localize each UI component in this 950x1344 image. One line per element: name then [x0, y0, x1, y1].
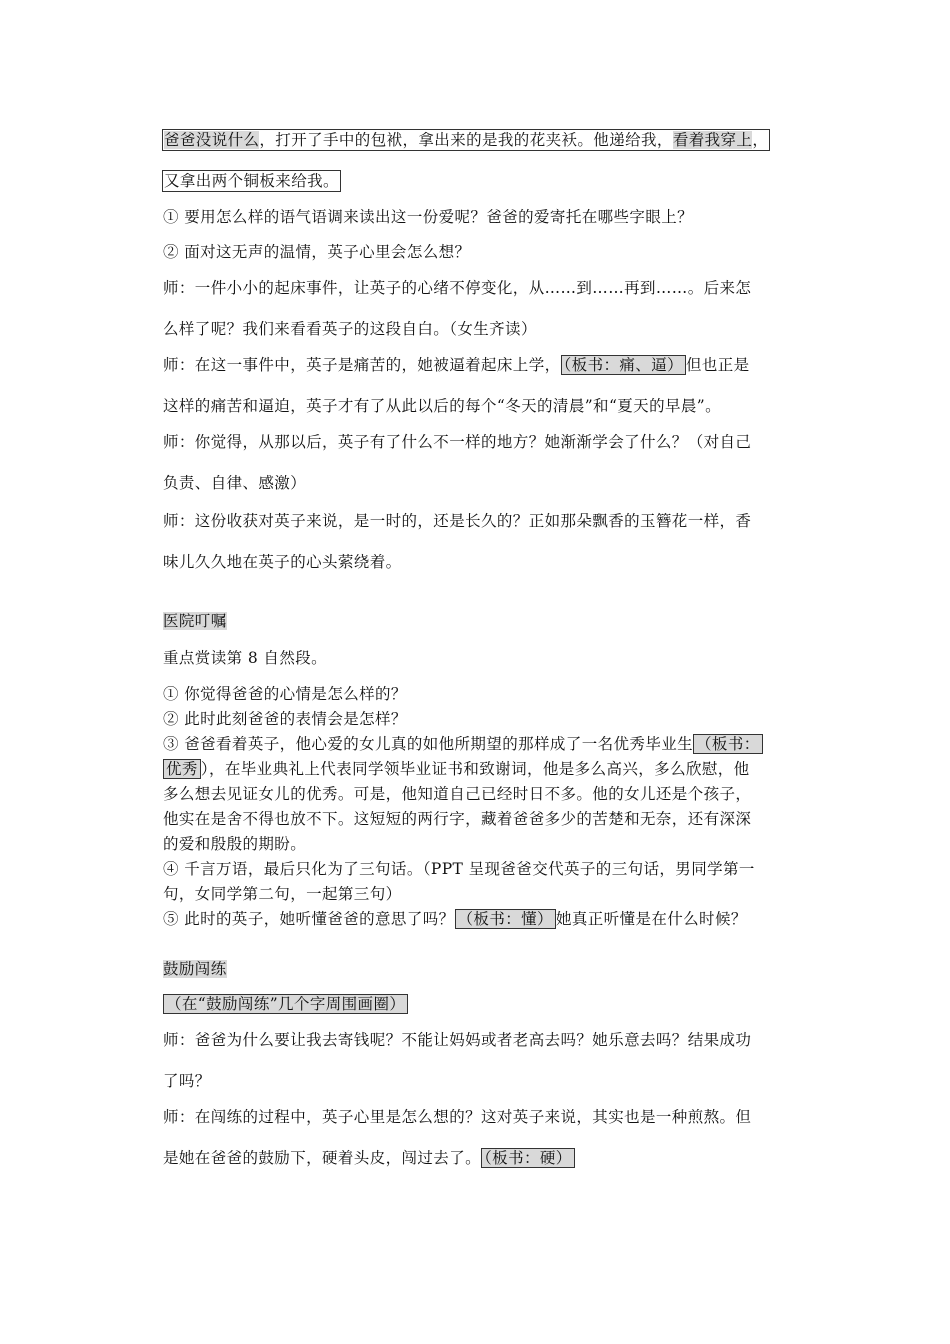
text-segment: ③ 爸爸看着英子，他心爱的女儿真的如他所期望的那样成了一名优秀毕业生: [163, 735, 694, 753]
text-segment: 但也正是: [685, 356, 750, 374]
text-line: [163, 278, 751, 298]
text-segment: 这样的痛苦和逼迫，英子才有了从此以后的每个“冬天的清晨”和“夏天的早晨”。: [163, 397, 721, 415]
text-line: [163, 611, 227, 631]
text-line: [163, 909, 747, 929]
text-segment: 又拿出两个铜板来给我。: [164, 172, 339, 190]
boxed-note: （在“鼓励闯练”几个字周围画圈）: [163, 994, 408, 1014]
text-line: [162, 129, 770, 151]
text-line: [163, 473, 306, 493]
highlighted-text: 医院叮嘱: [163, 612, 227, 630]
boxed-note: （板书：痛、逼）: [561, 355, 686, 375]
text-line: [163, 809, 751, 829]
text-segment: ② 面对这无声的温情，英子心里会怎么想？: [163, 243, 471, 261]
highlighted-text: 爸爸没说什么: [164, 131, 260, 149]
text-line: [162, 170, 341, 192]
text-segment: 师：在闯练的过程中，英子心里是怎么想的？这对英子来说，其实也是一种煎熬。但: [163, 1108, 752, 1126]
boxed-note: （板书：: [693, 734, 763, 754]
text-segment: 多么想去见证女儿的优秀。可是，他知道自己已经时日不多。他的女儿还是个孩子，: [163, 785, 752, 803]
text-segment: 师：爸爸为什么要让我去寄钱呢？不能让妈妈或者老高去吗？她乐意去吗？结果成功: [163, 1031, 752, 1049]
boxed-note: （板书：硬）: [481, 1148, 575, 1168]
text-segment: 她真正听懂是在什么时候？: [555, 910, 747, 928]
text-segment: 味儿久久地在英子的心头萦绕着。: [163, 553, 402, 571]
text-segment: 重点赏读第 8 自然段。: [163, 649, 328, 667]
text-line: [163, 511, 751, 531]
highlighted-text: 鼓励闯练: [163, 960, 227, 978]
text-line: [163, 319, 537, 339]
text-segment: 是她在爸爸的鼓励下，硬着头皮，闯过去了。: [163, 1149, 482, 1167]
text-line: [163, 884, 402, 904]
text-line: [163, 207, 693, 227]
text-segment: ① 你觉得爸爸的心情是怎么样的？: [163, 685, 407, 703]
text-segment: 句，女同学第二句，一起第三句）: [163, 885, 402, 903]
text-line: [163, 1071, 211, 1091]
text-line: [163, 648, 327, 668]
text-line: [163, 1107, 751, 1127]
text-segment: 了吗？: [163, 1072, 211, 1090]
text-line: [163, 432, 751, 452]
boxed-note: （板书：懂）: [455, 909, 556, 929]
text-segment: 师：你觉得，从那以后，英子有了什么不一样的地方？她渐渐学会了什么？（对自己: [163, 433, 752, 451]
text-line: [163, 859, 755, 879]
text-line: [163, 784, 751, 804]
text-segment: 师：一件小小的起床事件，让英子的心绪不停变化，从……到……再到……。后来怎: [163, 279, 752, 297]
text-line: [163, 1148, 575, 1168]
text-line: [163, 552, 402, 572]
text-line: [163, 834, 306, 854]
text-line: [163, 355, 750, 375]
text-segment: ⑤ 此时的英子，她听懂爸爸的意思了吗？: [163, 910, 455, 928]
text-line: [163, 396, 721, 416]
text-segment: 么样了呢？我们来看看英子的这段自白。（女生齐读）: [163, 320, 537, 338]
text-segment: ② 此时此刻爸爸的表情会是怎样？: [163, 710, 407, 728]
text-segment: 师：这份收获对英子来说，是一时的，还是长久的？正如那朵飘香的玉簪花一样，香: [163, 512, 752, 530]
text-line: [163, 1030, 751, 1050]
text-segment: ），在毕业典礼上代表同学领毕业证书和致谢词，他是多么高兴，多么欣慰，他: [200, 760, 750, 778]
text-segment: 他实在是舍不得也放不下。这短短的两行字，藏着爸爸多少的苦楚和无奈，还有深深: [163, 810, 752, 828]
text-line: [163, 759, 750, 779]
text-line: [163, 994, 408, 1014]
boxed-note: 优秀: [163, 759, 201, 779]
text-segment: ④ 千言万语，最后只化为了三句话。（PPT 呈现爸爸交代英子的三句话，男同学第一: [163, 860, 755, 878]
text-segment: ① 要用怎么样的语气语调来读出这一份爱呢？爸爸的爱寄托在哪些字眼上？: [163, 208, 694, 226]
text-line: [163, 242, 470, 262]
text-line: [163, 959, 227, 979]
highlighted-text: 看着我穿上: [672, 131, 753, 149]
text-segment: 师：在这一事件中，英子是痛苦的，她被逼着起床上学，: [163, 356, 561, 374]
text-line: [163, 684, 407, 704]
text-line: [163, 709, 407, 729]
text-segment: ，: [752, 131, 769, 149]
text-segment: 负责、自律、感激）: [163, 474, 307, 492]
text-segment: ，打开了手中的包袱，拿出来的是我的花夹袄。他递给我，: [259, 131, 673, 149]
text-line: [163, 734, 763, 754]
text-segment: 的爱和殷殷的期盼。: [163, 835, 307, 853]
